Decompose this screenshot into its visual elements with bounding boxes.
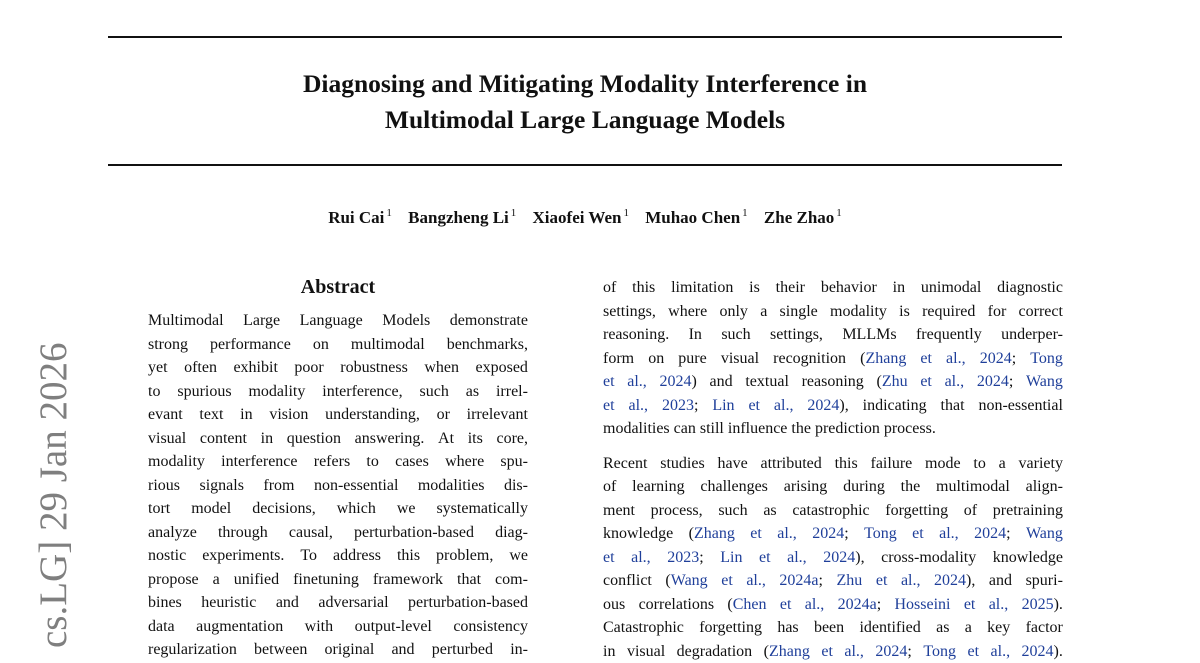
text-line: regularization between original and perturbed in- <box>148 638 528 662</box>
text-run: pure <box>678 350 706 367</box>
title-line-2: Multimodal Large Language Models <box>108 102 1062 138</box>
text-run: knowledge <box>603 525 673 542</box>
citation-link[interactable]: al., <box>844 643 864 660</box>
text-line <box>603 640 1063 663</box>
citation-link[interactable]: al., <box>991 643 1011 660</box>
text-run: this <box>632 279 655 296</box>
author-affiliation: 1 <box>511 207 517 219</box>
citation-link[interactable]: Tong <box>923 643 956 660</box>
text-line <box>603 300 1063 324</box>
text-run: correct <box>1019 303 1063 320</box>
text-run: textual <box>745 373 789 390</box>
citation-link[interactable]: 2024a <box>838 596 877 613</box>
text-line <box>603 394 1063 418</box>
citation-link[interactable]: et <box>780 596 792 613</box>
citation-link[interactable]: et <box>920 373 932 390</box>
text-run: pretraining <box>993 502 1063 519</box>
citation-link[interactable]: 2024 <box>807 397 839 414</box>
citation-link[interactable]: Wang <box>671 572 708 589</box>
text-run: ), <box>855 549 864 566</box>
text-run: ; <box>877 596 881 613</box>
text-line: tort model decisions, which we systematically <box>148 497 528 521</box>
text-run: settings, <box>603 303 656 320</box>
text-run: is <box>749 279 760 296</box>
text-run: spuri- <box>1026 572 1063 589</box>
text-run: in <box>893 279 905 296</box>
text-run: arising <box>784 478 828 495</box>
text-line: strong performance on multimodal benchmarks, <box>148 333 528 357</box>
text-run: only <box>719 303 747 320</box>
citation-link[interactable]: al., <box>746 572 766 589</box>
citation-link[interactable]: al., <box>945 373 965 390</box>
citation-link[interactable]: et <box>603 549 615 566</box>
text-run: indicating <box>863 397 927 414</box>
text-run: ( <box>764 643 769 660</box>
text-run: to <box>973 455 985 472</box>
text-run: of <box>603 279 616 296</box>
citation-link[interactable]: Zhang <box>694 525 735 542</box>
text-run: MLLMs <box>842 326 896 343</box>
text-run: a <box>965 619 972 636</box>
text-run: ), <box>966 572 975 589</box>
citation-link[interactable]: 2024 <box>812 525 844 542</box>
author-name: Rui Cai <box>328 208 384 227</box>
citation-link[interactable]: et <box>964 596 976 613</box>
text-run: limitation <box>671 279 733 296</box>
body-paragraph <box>603 452 1063 663</box>
citation-link[interactable]: Lin <box>720 549 742 566</box>
text-run: forgetting <box>885 502 948 519</box>
citation-link[interactable]: 2024a <box>779 572 818 589</box>
text-run: process, <box>651 502 703 519</box>
citation-link[interactable]: Tong <box>1030 350 1063 367</box>
text-run: their <box>776 279 805 296</box>
text-run: settings, <box>770 326 823 343</box>
text-run: for <box>988 303 1007 320</box>
text-run: variety <box>1019 455 1063 472</box>
text-run: the <box>901 478 921 495</box>
text-run: challenges <box>700 478 768 495</box>
author-affiliation: 1 <box>623 207 629 219</box>
citation-link[interactable]: 2025 <box>1022 596 1054 613</box>
citation-link[interactable]: 2024 <box>823 549 855 566</box>
citation-link[interactable]: et <box>967 643 979 660</box>
text-run: visual <box>721 350 759 367</box>
arxiv-stamp: cs.LG] 29 Jan 2026 <box>34 343 73 648</box>
title-rule-bottom <box>108 164 1062 166</box>
text-run: forgetting <box>699 619 762 636</box>
text-line <box>603 417 1063 441</box>
title-rule-top <box>108 36 1062 38</box>
text-run: in <box>603 643 615 660</box>
citation-link[interactable]: al., <box>989 596 1009 613</box>
text-run: non-essential <box>978 397 1062 414</box>
author <box>764 208 842 227</box>
text-run: have <box>717 455 747 472</box>
text-run: ous <box>603 596 625 613</box>
text-run: ; <box>1012 350 1016 367</box>
text-run: ; <box>699 549 703 566</box>
text-line <box>603 323 1063 347</box>
author-name: Xiaofei Wen <box>533 208 622 227</box>
citation-link[interactable]: Zhang <box>865 350 906 367</box>
text-line <box>603 546 1063 570</box>
text-run: conflict <box>603 572 652 589</box>
text-run: key <box>987 619 1010 636</box>
text-line <box>603 522 1063 546</box>
text-run: Recent <box>603 455 647 472</box>
citation-link[interactable]: et <box>750 525 762 542</box>
text-run: been <box>814 619 844 636</box>
text-run: required <box>922 303 975 320</box>
citation-link[interactable]: Wang <box>1026 373 1063 390</box>
text-line <box>603 593 1063 617</box>
citation-link[interactable]: al., <box>901 572 921 589</box>
text-run: visual <box>627 643 665 660</box>
citation-link[interactable]: al., <box>628 397 648 414</box>
citation-link[interactable]: Wang <box>1026 525 1063 542</box>
text-run: learning <box>632 478 684 495</box>
text-run: during <box>843 478 885 495</box>
citation-link[interactable]: 2023 <box>662 397 694 414</box>
text-run: factor <box>1026 619 1063 636</box>
text-run: such <box>718 502 747 519</box>
citation-link[interactable]: 2024 <box>934 572 966 589</box>
text-run: has <box>777 619 798 636</box>
citation-link[interactable]: et <box>876 572 888 589</box>
text-run: can <box>674 420 696 437</box>
citation-link[interactable]: Hosseini <box>895 596 951 613</box>
text-line <box>603 475 1063 499</box>
text-run: reasoning. <box>603 326 669 343</box>
abstract-heading: Abstract <box>148 274 528 300</box>
text-run: ). <box>1054 643 1063 660</box>
text-run: ment <box>603 502 635 519</box>
text-run: ; <box>694 397 698 414</box>
text-run: the <box>791 420 811 437</box>
text-run: ; <box>907 643 911 660</box>
citation-link[interactable]: et <box>821 643 833 660</box>
text-line: data augmentation with output-level consistency <box>148 615 528 639</box>
text-run: still <box>700 420 724 437</box>
citation-link[interactable]: Zhu <box>882 373 908 390</box>
text-run: ; <box>819 572 823 589</box>
text-run: align- <box>1026 478 1063 495</box>
citation-link[interactable]: 2024 <box>977 373 1009 390</box>
text-run: frequently <box>916 326 982 343</box>
citation-link[interactable]: al., <box>774 397 794 414</box>
citation-link[interactable]: al., <box>805 596 825 613</box>
text-run: of <box>964 502 977 519</box>
text-run: process. <box>884 420 936 437</box>
text-run: ). <box>1054 596 1063 613</box>
body-paragraph <box>603 276 1063 441</box>
citation-link[interactable]: 2024 <box>980 350 1012 367</box>
citation-link[interactable]: al., <box>631 549 651 566</box>
author <box>408 208 516 227</box>
text-run: underper- <box>1001 326 1063 343</box>
text-run: where <box>668 303 707 320</box>
text-run: such <box>721 326 750 343</box>
citation-link[interactable]: Zhu <box>837 572 863 589</box>
citation-link[interactable]: al., <box>787 549 807 566</box>
author-affiliation: 1 <box>836 207 842 219</box>
text-run: ) <box>692 373 697 390</box>
text-line <box>603 347 1063 371</box>
text-line <box>603 499 1063 523</box>
citation-link[interactable]: et <box>603 373 615 390</box>
author-affiliation: 1 <box>386 207 392 219</box>
text-run: studies <box>660 455 704 472</box>
text-run: ( <box>689 525 694 542</box>
text-run: identified <box>859 619 920 636</box>
text-run: ; <box>1006 525 1010 542</box>
text-run: prediction <box>815 420 880 437</box>
text-run: on <box>648 350 664 367</box>
author-name: Bangzheng Li <box>408 208 509 227</box>
text-line: evant text in vision understanding, or irrelevant <box>148 403 528 427</box>
citation-link[interactable]: Chen <box>733 596 767 613</box>
text-run: single <box>780 303 818 320</box>
text-run: ( <box>877 373 882 390</box>
citation-link[interactable]: al., <box>946 350 966 367</box>
text-run: unimodal <box>921 279 981 296</box>
text-line: modality interference refers to cases where spu- <box>148 450 528 474</box>
text-run: modalities <box>603 420 670 437</box>
author-name: Zhe Zhao <box>764 208 834 227</box>
text-line <box>603 276 1063 300</box>
citation-link[interactable]: Tong <box>864 525 897 542</box>
text-line <box>603 370 1063 394</box>
text-run: and <box>989 572 1012 589</box>
text-run: is <box>899 303 910 320</box>
citation-link[interactable]: 2024 <box>660 373 692 390</box>
citation-link[interactable]: et <box>920 350 932 367</box>
text-run: form <box>603 350 634 367</box>
citation-link[interactable]: al., <box>627 373 647 390</box>
citation-link[interactable]: 2023 <box>667 549 699 566</box>
citation-link[interactable]: 2024 <box>1022 643 1054 660</box>
text-run: ; <box>844 525 848 542</box>
abstract-body <box>148 309 528 662</box>
text-line: yet often exhibit poor robustness when exposed <box>148 356 528 380</box>
text-run: and <box>710 373 733 390</box>
citation-link[interactable]: et <box>759 549 771 566</box>
citation-link[interactable]: al., <box>939 525 959 542</box>
title-line-1: Diagnosing and Mitigating Modality Interference in <box>108 66 1062 102</box>
citation-link[interactable]: et <box>748 397 760 414</box>
citation-link[interactable]: et <box>912 525 924 542</box>
citation-link[interactable]: al., <box>777 525 797 542</box>
text-run: reasoning <box>802 373 864 390</box>
text-run: cross-modality <box>881 549 976 566</box>
text-run: that <box>941 397 965 414</box>
text-run: correlations <box>639 596 715 613</box>
text-line: nostic experiments. To address this problem, we <box>148 544 528 568</box>
text-run: catastrophic <box>792 502 869 519</box>
text-run: failure <box>871 455 913 472</box>
text-line: analyze through causal, perturbation-based diag- <box>148 521 528 545</box>
text-run: behavior <box>821 279 877 296</box>
text-line: to spurious modality interference, such as irrel- <box>148 380 528 404</box>
text-run: a <box>999 455 1006 472</box>
citation-link[interactable]: et <box>721 572 733 589</box>
text-run: modality <box>830 303 887 320</box>
author <box>328 208 392 227</box>
text-run: ; <box>1009 373 1013 390</box>
text-run: diagnostic <box>997 279 1063 296</box>
text-line <box>603 616 1063 640</box>
text-run: as <box>936 619 949 636</box>
citation-link[interactable]: 2024 <box>974 525 1006 542</box>
text-run: this <box>835 455 858 472</box>
text-line <box>603 569 1063 593</box>
text-run: a <box>760 303 767 320</box>
text-run: degradation <box>677 643 753 660</box>
text-run: influence <box>728 420 788 437</box>
text-run: knowledge <box>993 549 1063 566</box>
text-run: ( <box>665 572 670 589</box>
text-line: rious signals from non-essential modalities dis- <box>148 474 528 498</box>
author-name: Muhao Chen <box>645 208 740 227</box>
citation-link[interactable]: Zhang <box>769 643 810 660</box>
citation-link[interactable]: et <box>603 397 615 414</box>
text-run: In <box>689 326 702 343</box>
citation-link[interactable]: Lin <box>712 397 734 414</box>
text-line: Multimodal Large Language Models demonstrate <box>148 309 528 333</box>
citation-link[interactable]: 2024 <box>875 643 907 660</box>
text-run: as <box>763 502 776 519</box>
text-run: mode <box>925 455 961 472</box>
author-affiliation: 1 <box>742 207 748 219</box>
text-run: of <box>603 478 616 495</box>
text-run: recognition <box>773 350 846 367</box>
text-run: Catastrophic <box>603 619 684 636</box>
right-column <box>603 276 1063 663</box>
text-run: ( <box>727 596 732 613</box>
author-list <box>108 208 1062 228</box>
author <box>533 208 629 227</box>
text-run: ( <box>860 350 865 367</box>
text-line <box>603 452 1063 476</box>
text-run: multimodal <box>936 478 1010 495</box>
paper-title <box>108 66 1062 138</box>
text-line: visual content in question answering. At its core, <box>148 427 528 451</box>
text-line: propose a unified finetuning framework that com- <box>148 568 528 592</box>
text-line: bines heuristic and adversarial perturbation-based <box>148 591 528 615</box>
text-run: ), <box>839 397 848 414</box>
author <box>645 208 747 227</box>
text-run: attributed <box>760 455 821 472</box>
